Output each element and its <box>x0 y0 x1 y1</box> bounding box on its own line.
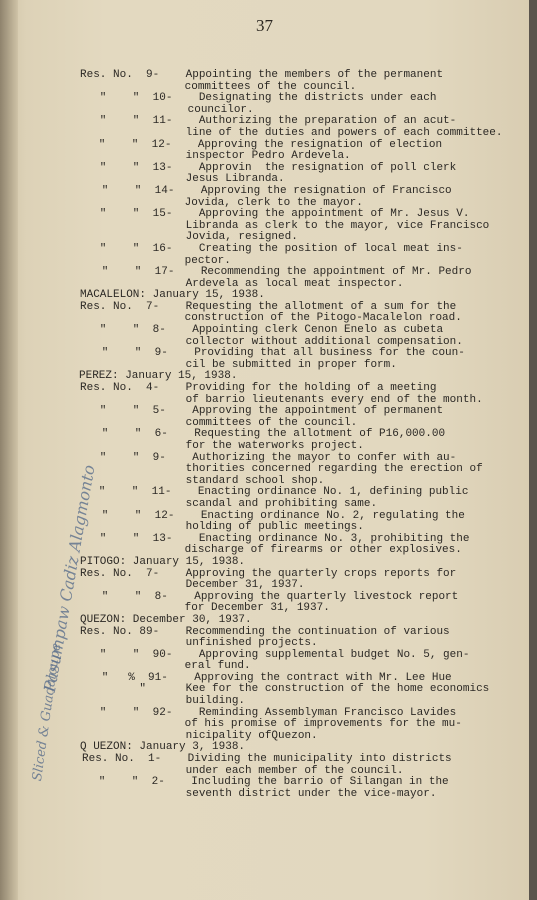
text-line: " " 2- Including the barrio of Silangan in the <box>79 776 449 789</box>
text-line: Res. No. 1- Dividing the municipality into districts <box>82 753 452 766</box>
text-line: " " 13- Approvin the resignation of poll clerk <box>80 161 457 174</box>
text-line: " " 11- Authorizing the preparation of an acut- <box>80 115 457 128</box>
text-line: under each member of the council. <box>80 764 404 777</box>
text-line: QUEZON: December 30, 1937. <box>80 613 252 626</box>
text-line: " " 15- Approving the appointment of Mr. Jesus V. <box>80 208 470 221</box>
text-line: " Kee for the construction of the home economics <box>80 683 490 696</box>
text-line: " " 92- Reminding Assemblyman Francisco Lavides <box>80 706 457 719</box>
text-line: discharge of firearms or other explosives. <box>79 544 462 557</box>
text-line: PEREZ: January 15, 1938. <box>79 370 238 383</box>
text-line: PITOGO: January 15, 1938. <box>80 555 246 568</box>
text-line: Jovida, resigned. <box>80 231 298 244</box>
text-line: committees of the council. <box>79 80 357 93</box>
text-line: collector without additional compensation. <box>80 335 463 348</box>
text-line: " " 90- Approving supplemental budget No. 5, gen- <box>80 648 470 661</box>
text-line: Res. No. 7- Requesting the allotment of a sum for the <box>80 300 457 313</box>
text-line: scandal and prohibiting same. <box>80 497 378 510</box>
text-line: councilor. <box>82 103 254 116</box>
text-line: Jovida, clerk to the mayor. <box>79 196 363 209</box>
text-line: Res. No. 9- Appointing the members of the permanent <box>80 69 444 81</box>
text-line: " " 11- Enacting ordinance No. 1, defining public <box>79 486 469 499</box>
text-line: of his promise of improvements for the mu- <box>79 718 462 731</box>
text-line: " " 8- Approving the quarterly livestock report <box>82 590 459 603</box>
text-line: Res. No. 7- Approving the quarterly crops reports for <box>80 567 457 580</box>
text-line: building. <box>80 695 246 708</box>
text-line: for the waterworks project. <box>80 440 364 452</box>
text-line: " " 10- Designating the districts under each <box>80 92 437 105</box>
text-line: " " 12- Enacting ordinance No. 2, regulating the <box>82 509 465 522</box>
handwritten-margin-note: Pasumpaw Cadiz Alagmonto <box>40 463 99 694</box>
text-line: standard school shop. <box>80 474 325 487</box>
text-line: " " 16- Creating the position of local meat ins- <box>80 242 463 255</box>
text-line: Libranda as clerk to the mayor, vice Francisco <box>80 219 490 232</box>
text-line: line of the duties and powers of each committee. <box>80 126 503 139</box>
text-line: inspector Pedro Ardevela. <box>80 150 351 163</box>
text-line: unfinished projects. <box>80 637 318 650</box>
text-line: " " 9- Providing that all business for the coun- <box>82 347 465 360</box>
text-line: nicipality ofQuezon. <box>80 729 318 742</box>
resolutions-list <box>80 70 520 800</box>
text-line: " " 5- Approving the appointment of permanent <box>80 405 444 418</box>
text-line: " " 12- Approving the resignation of election <box>79 138 443 151</box>
text-line: eral fund. <box>79 660 251 673</box>
text-line: cil be submitted in proper form. <box>80 358 397 371</box>
text-line: " " 8- Appointing clerk Cenon Enelo as cubeta <box>80 324 444 337</box>
text-line: holding of public meetings. <box>80 521 364 534</box>
text-line: seventh district under the vice-mayor. <box>80 787 437 800</box>
page-number: 37 <box>256 16 273 35</box>
text-line: of barrio lieutenants every end of the month. <box>80 393 483 406</box>
text-line: Ardevela as local meat inspector. <box>80 277 404 290</box>
text-line: construction of the Pitogo-Macalelon road. <box>79 312 462 325</box>
text-line: " " 6- Requesting the allotment of P16,000.00 <box>82 428 446 441</box>
page-binding-edge <box>0 0 18 900</box>
text-line: " % 91- Approving the contract with Mr. Lee Hue <box>82 671 452 684</box>
handwritten-margin-note: Sliced & Guadaloupe <box>30 642 65 783</box>
text-line: Res. No. 89- Recommending the continuation of various <box>80 625 450 638</box>
text-line: " " 9- Authorizing the mayor to confer with au- <box>80 451 457 464</box>
text-line: Q UEZON: January 3, 1938. <box>80 741 246 754</box>
text-line: thorities concerned regarding the erection of <box>80 463 483 476</box>
text-line: Jesus Libranda. <box>80 173 285 186</box>
text-line: for December 31, 1937. <box>79 602 330 615</box>
text-line: MACALELON: January 15, 1938. <box>80 289 265 302</box>
text-line: " " 13- Enacting ordinance No. 3, prohibiting the <box>80 532 470 545</box>
text-line: " " 14- Approving the resignation of Francisco <box>82 184 452 197</box>
text-line: committees of the council. <box>80 416 358 429</box>
text-line: pector. <box>79 254 231 267</box>
text-line: December 31, 1937. <box>80 579 305 592</box>
text-line: " " 17- Recommending the appointment of Mr. Pedro <box>82 266 472 279</box>
text-line: Res. No. 4- Providing for the holding of a meeting <box>80 382 437 395</box>
